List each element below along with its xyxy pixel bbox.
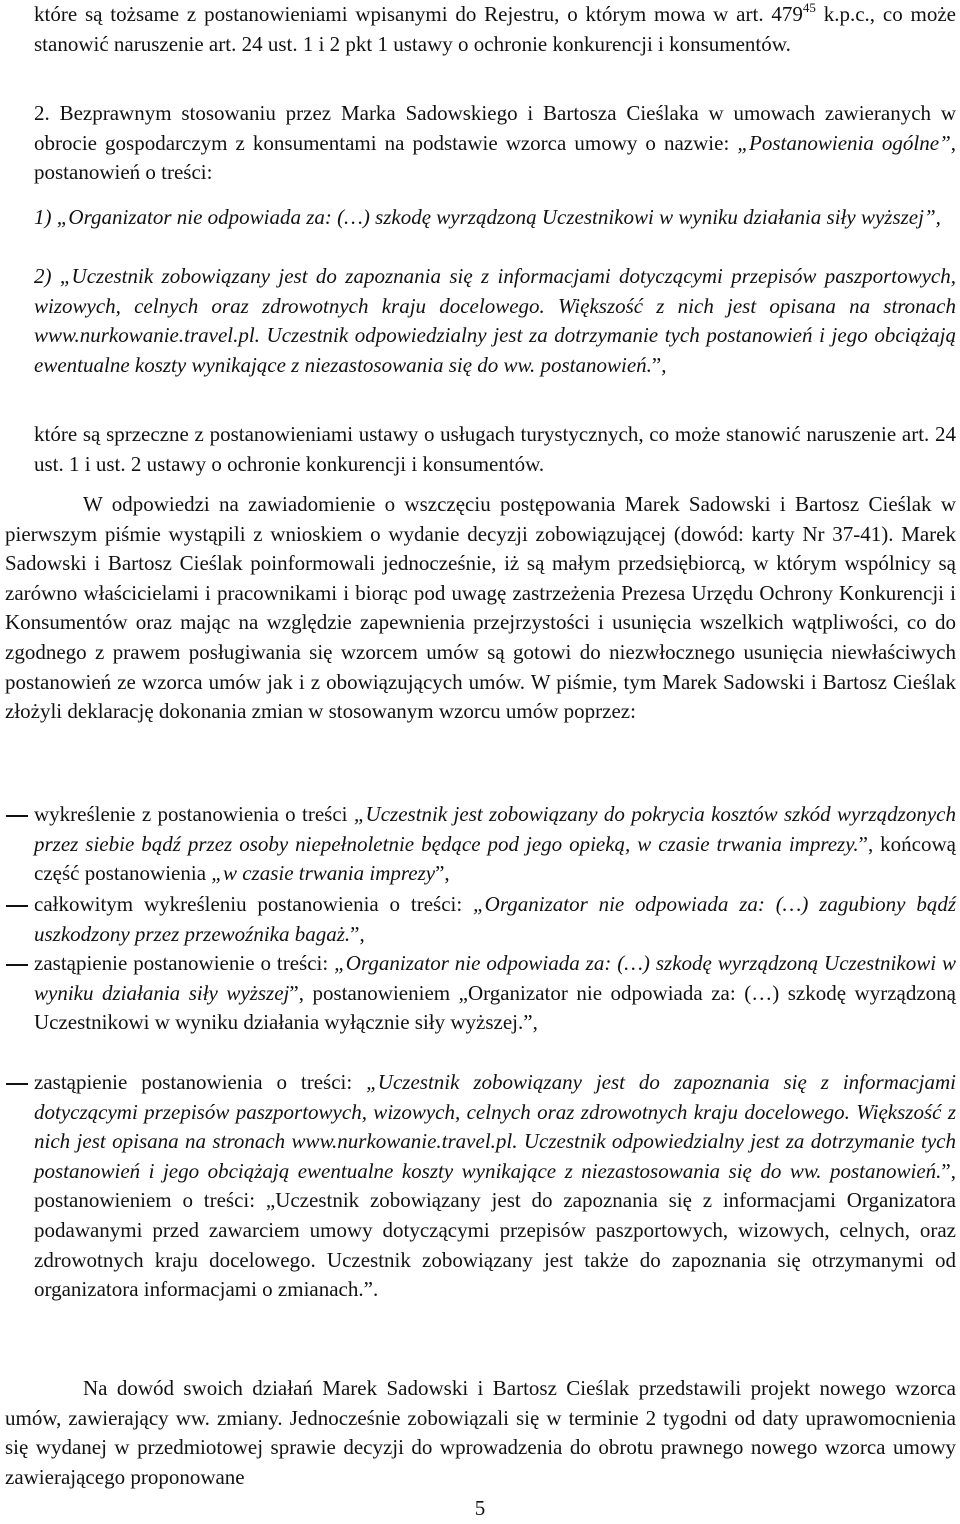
clause-item-1 — [34, 203, 956, 233]
paragraph-1 — [34, 0, 956, 59]
paragraph-4-text: Na dowód swoich działań Marek Sadowski i Bartosz Cieślak przedstawili projekt nowego wzorca umów, zawierający ww. zmiany. Jednocześnie zobowiązali się w terminie 2 tygodni od daty uprawomocnienia się wydanej w przedmiotowej sprawie decyzji do wprowadzenia do obrotu prawnego nowego wzorca umowy zawierającego proponowane — [5, 1376, 956, 1489]
page-number: 5 — [474, 1496, 486, 1520]
dash-3-b: „Organizator nie odpowiada za: (…) szkodę wyrządzoną Uczestnikowi w wyniku działania siły wyższej — [34, 951, 956, 1005]
dash-1-e: ”, — [435, 861, 450, 886]
intro-end: , postanowień o treści: — [34, 130, 956, 185]
paragraph-2-closing — [34, 420, 956, 479]
dash-item-4 — [34, 1068, 956, 1305]
dash-1-c: ”, końcową część postanowienia — [34, 831, 956, 886]
template-name: „Postanowienia ogólne” — [737, 130, 951, 155]
paragraph-3-text: W odpowiedzi na zawiadomienie o wszczęciu postępowania Marek Sadowski i Bartosz Cieślak w pierwszym piśmie wystąpili z wnioskiem o wydanie decyzji zobowiązującej (dowód: karty Nr 37-41). Marek Sadowski i Bartosz Cieślak poinformowali jednocześnie, iż są małym przedsiębiorcą, w którym wspólnicy są zarówno właścicielami i pracownikami i biorąc pod uwagę zastrzeżenia Prezesa Urzędu Ochrony Konkurencji i Konsumentów oraz mając na względzie zapewnienia przejrzystości i usunięcia wszelkich wątpliwości, co do zgodnego z prawem posługiwania się wzorcem umów są gotowi do niezwłocznego usunięcia niewłaściwych postanowień ze wzorca umów jak i z obowiązujących umów. W piśmie, tym Marek Sadowski i Bartosz Cieślak złożyli deklarację dokonania zmian w stosowanym wzorcu umów poprzez: — [5, 492, 956, 724]
paragraph-4 — [5, 1374, 956, 1492]
clause-item-2 — [34, 262, 956, 380]
dash-1-b: „Uczestnik jest zobowiązany do pokrycia kosztów szkód wyrządzonych przez siebie bądź przez osoby niepełnoletnie będące pod jego opieką, w czasie trwania imprezy. — [34, 802, 956, 856]
dash-2-a: całkowitym wykreśleniu postanowienia o treści: — [34, 892, 473, 916]
dash-item-3 — [34, 949, 956, 1038]
dash-item-2 — [34, 890, 956, 949]
dash-2-c: ”, — [350, 921, 365, 946]
dash-4-c: ”, postanowieniem o treści: „Uczestnik zobowiązany jest do zapoznania się z informacjami Organizatora podawanymi przed zawarciem umowy dotyczącymi przepisów paszportowych, wizowych, celnych, oraz zdrowotnych kraju docelowego. Uczestnik zobowiązany jest także do zapoznania się otrzymanymi od organizatora informacjami o zmianach.”. — [34, 1158, 956, 1302]
clause-item-2-text: 2) „Uczestnik zobowiązany jest do zapoznania się z informacjami dotyczącymi przepisów paszportowych, wizowych, celnych oraz zdrowotnych kraju docelowego. Większość z nich jest opisana na stronach www.nurkowanie.travel.pl. Uczestnik odpowiedzialny jest za dotrzymanie tych postanowień i jego obciążają ewentualne koszty wynikające z niezastosowania się do ww. postanowień. — [34, 264, 956, 377]
dash-4-b: „Uczestnik zobowiązany jest do zapoznania się z informacjami dotyczącymi przepisów paszportowych, wizowych, celnych oraz zdrowotnych kraju docelowego. Większość z nich jest opisana na stronach www.nurkowanie.travel.pl. Uczestnik odpowiedzialny jest za dotrzymanie tych postanowień i jego obciążają ewentualne koszty wynikające z niezastosowania się do ww. postanowień. — [34, 1070, 956, 1183]
paragraph-1-text-cont: k.p.c., co może stanowić naruszenie art. 24 ust. 1 i 2 pkt 1 ustawy o ochronie konkurencji i konsumentów. — [34, 2, 956, 56]
intro-text: 2. Bezprawnym stosowaniu przez Marka Sadowskiego i Bartosza Cieślaka w umowach zawieranych w obrocie gospodarczym z konsumentami na podstawie wzorca umowy o nazwie: — [34, 101, 956, 155]
paragraph-1-text: które są tożsame z postanowieniami wpisanymi do Rejestru, o którym mowa w art. 479 — [34, 2, 803, 26]
paragraph-3 — [5, 490, 956, 727]
dash-3-a: zastąpienie postanowienie o treści: — [34, 951, 335, 975]
dash-2-b: „Organizator nie odpowiada za: (…) zagubiony bądź uszkodzony przez przewoźnika bagaż. — [34, 892, 956, 946]
footnote-reference: 45 — [802, 0, 816, 15]
clause-item-2-end: ”, — [651, 352, 667, 377]
dash-item-1 — [34, 800, 956, 889]
closing-text: które są sprzeczne z postanowieniami ustawy o usługach turystycznych, co może stanowić naruszenie art. 24 ust. 1 i ust. 2 ustawy o ochronie konkurencji i konsumentów. — [34, 422, 956, 476]
dash-1-a: wykreślenie z postanowienia o treści — [34, 802, 354, 826]
dash-3-c: ”, postanowieniem „Organizator nie odpowiada za: (…) szkodę wyrządzoną Uczestnikowi w wyniku działania wyłącznie siły wyższej.”, — [34, 980, 956, 1035]
dash-1-d: „w czasie trwania imprezy — [211, 861, 436, 886]
dash-4-a: zastąpienie postanowienia o treści: — [34, 1070, 367, 1094]
paragraph-2-intro — [34, 99, 956, 188]
clause-item-1-text: 1) „Organizator nie odpowiada za: (…) szkodę wyrządzoną Uczestnikowi w wyniku działania siły wyższej”, — [34, 205, 941, 229]
